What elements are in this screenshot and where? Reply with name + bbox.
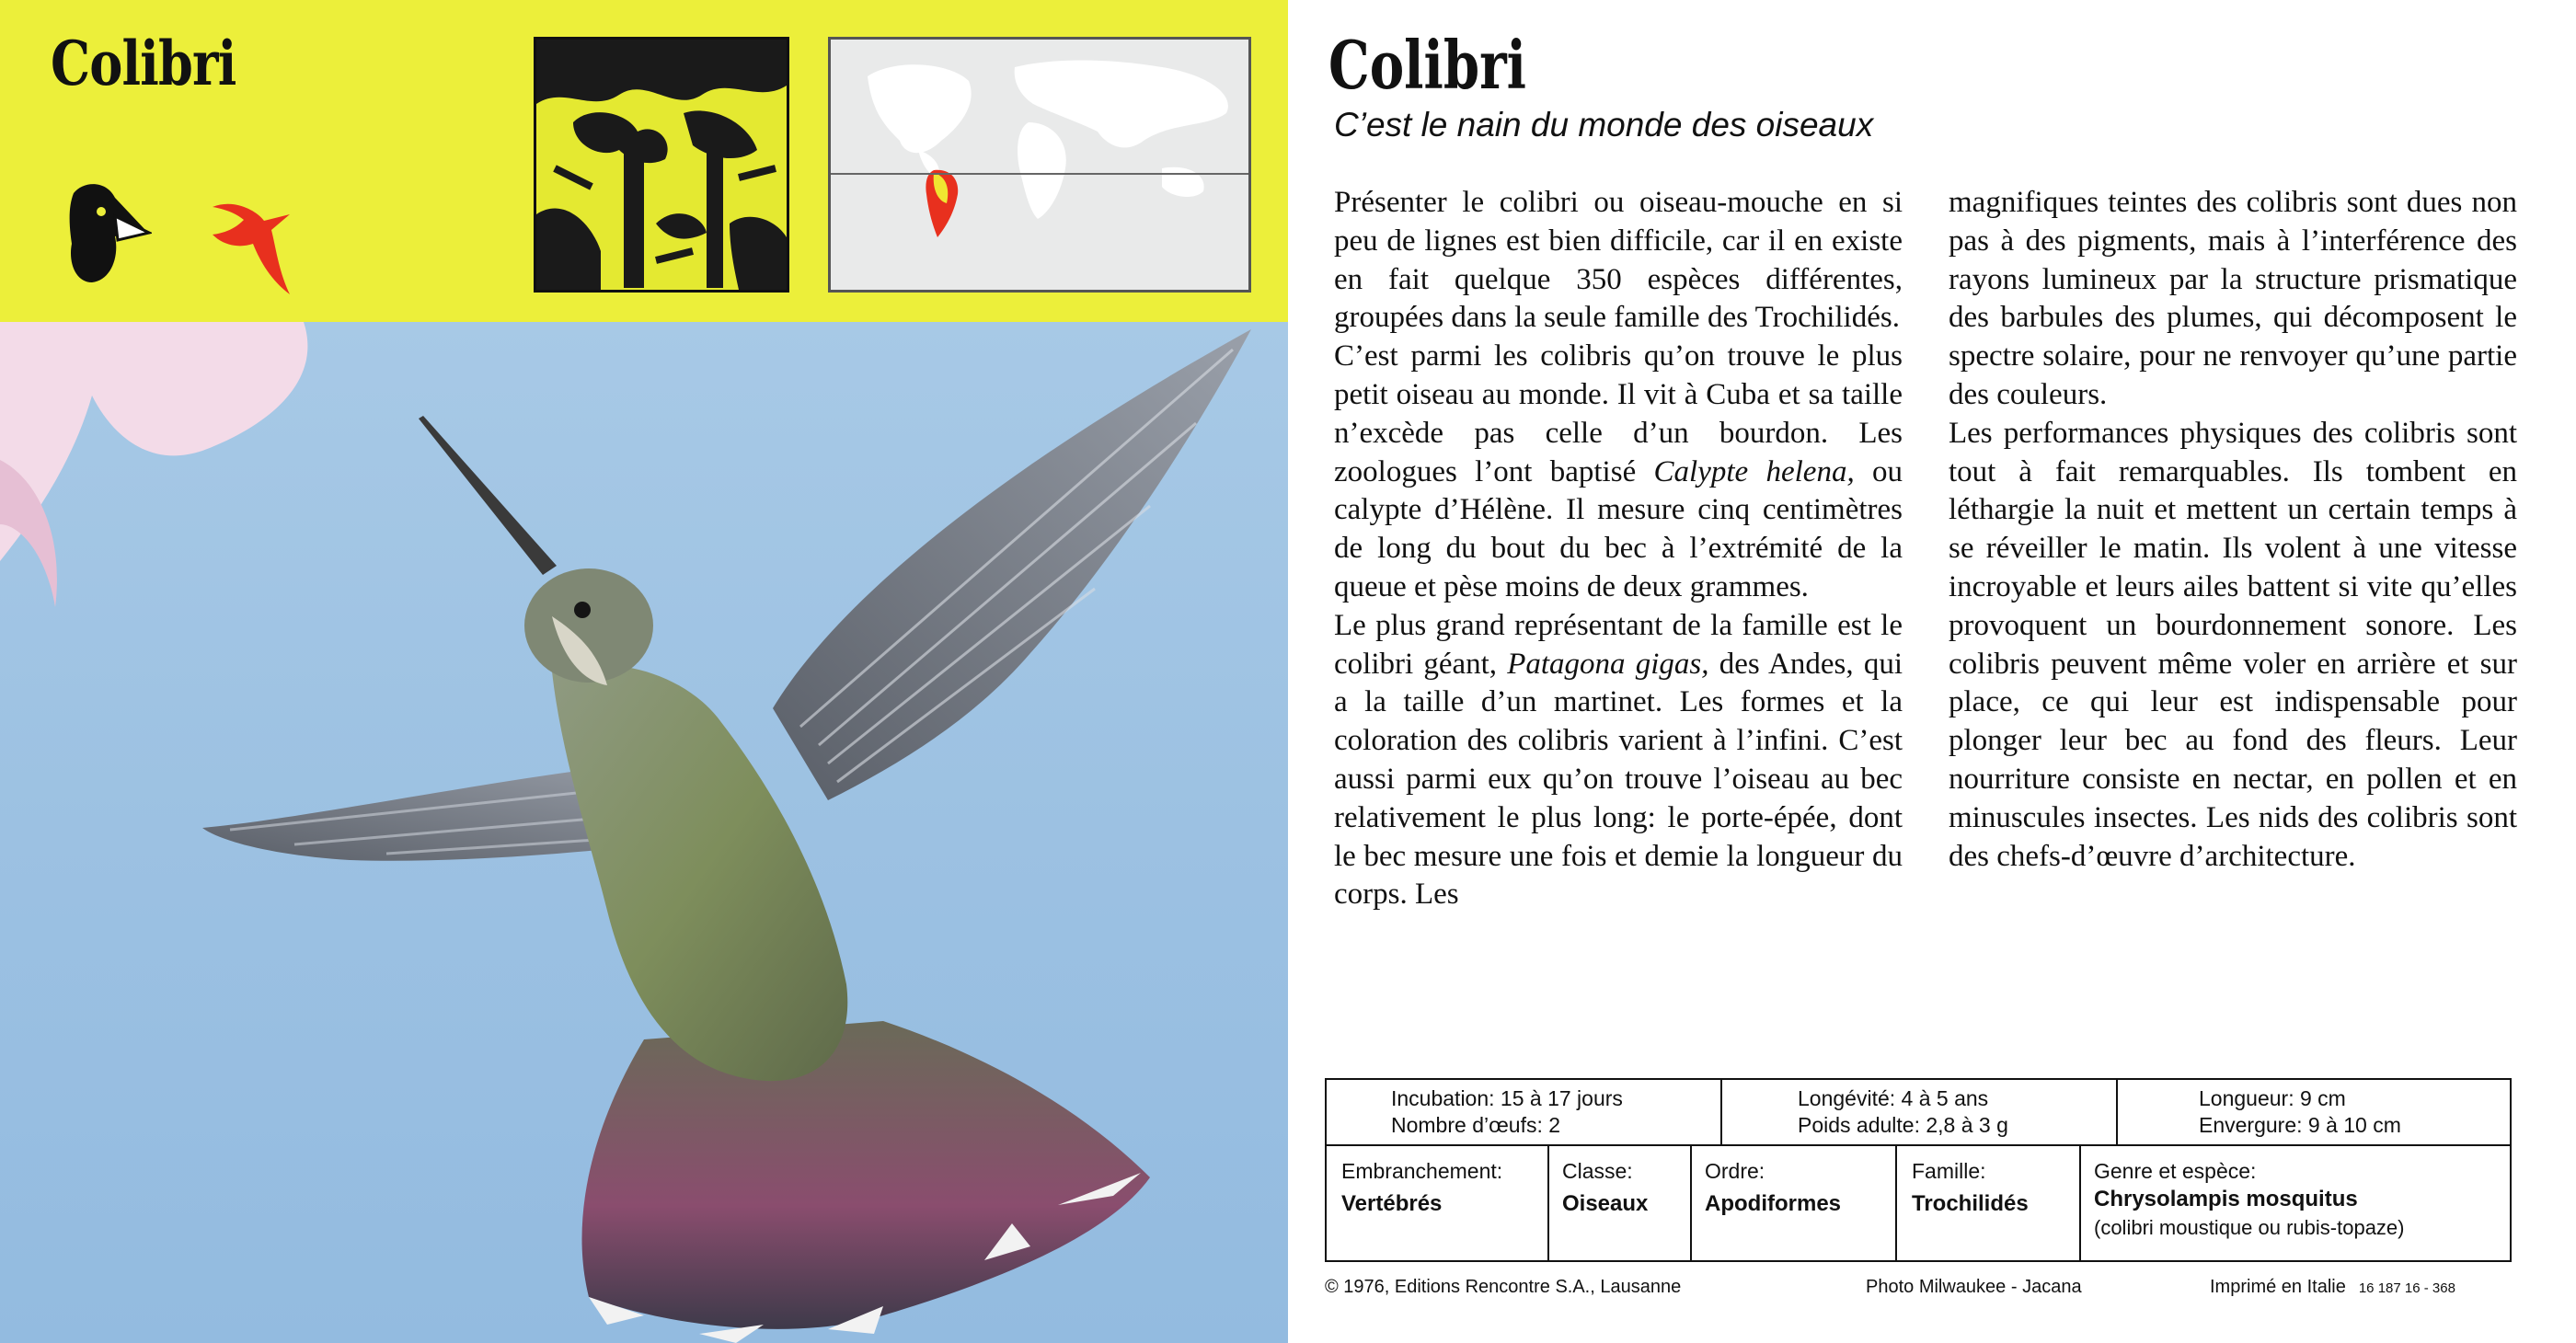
facts-table — [1325, 1078, 2512, 1262]
page-title: Colibri — [1328, 26, 1527, 104]
facts-cell-family — [1897, 1146, 2081, 1260]
class-label: Classe: — [1562, 1159, 1633, 1183]
card-code: 16 187 16 - 368 — [2358, 1280, 2455, 1296]
eye — [574, 602, 591, 618]
facts-cell-order — [1692, 1146, 1897, 1260]
print-info — [2210, 1277, 2455, 1298]
facts-cell-size — [2118, 1080, 2512, 1146]
order-value: Apodiformes — [1705, 1191, 1842, 1216]
hummingbird-illustration — [0, 322, 1288, 1343]
paragraph — [1334, 338, 1903, 607]
facts-cell-reproduction — [1327, 1080, 1722, 1146]
photo-credit: Photo Milwaukee - Jacana — [1866, 1277, 2082, 1297]
tail — [582, 1021, 1151, 1329]
right-wing — [773, 329, 1251, 800]
facts-cell-lifespan — [1722, 1080, 2118, 1146]
paragraph: magnifiques teintes des colibris sont dues non pas à des pigments, mais à l’interférence des rayons lumineux par la structure prismatique des barbules des plumes, qui décomposent le spectre solaire, pour ne renvoyer qu’une partie des couleurs. — [1949, 186, 2517, 411]
wingspan-value: Envergure: 9 à 10 cm — [2199, 1113, 2401, 1137]
printed-in: Imprimé en Italie — [2210, 1277, 2346, 1297]
phylum-value: Vertébrés — [1341, 1191, 1443, 1216]
facts-row-measures — [1327, 1080, 2510, 1146]
species-common-name: (colibri moustique ou rubis-topaze) — [2094, 1216, 2405, 1239]
text-column-1 — [1334, 184, 1903, 914]
species-name: Patagona gigas, — [1507, 647, 1709, 681]
paragraph-text: des Andes, qui a la taille d’un martinet. Les formes et la coloration des colibris varient à l’infini. C’est aussi parmi eux qu’on trouve l’oiseau au bec relativement le plus long: le porte-épée, dont le bec mesure une fois et demie la longueur du corps. Les — [1334, 647, 1903, 912]
facts-cell-phylum — [1327, 1146, 1549, 1260]
world-map-icon — [828, 37, 1251, 293]
phylum-label: Embranchement: — [1341, 1159, 1503, 1183]
eggs-value: Nombre d’œufs: 2 — [1391, 1113, 1561, 1137]
front-title: Colibri — [51, 28, 236, 99]
bird-head-icon — [64, 179, 152, 290]
flying-bird-icon — [207, 179, 294, 299]
longevity-value: Longévité: 4 à 5 ans — [1798, 1086, 1989, 1110]
card-back — [1288, 0, 2576, 1343]
order-label: Ordre: — [1705, 1159, 1765, 1183]
facts-cell-class — [1549, 1146, 1692, 1260]
family-label: Famille: — [1912, 1159, 1986, 1183]
species-name: Calypte helena, — [1653, 454, 1855, 488]
incubation-value: Incubation: 15 à 17 jours — [1391, 1086, 1623, 1110]
paragraph: Les performances physiques des colibris sont tout à fait remarquables. Ils tombent en léthargie la nuit et mettent un certain temps à se réveiller le matin. Ils volent à une vitesse incroyable et leurs ailes battent si vite qu’elles provoquent un bourdonnement sonore. Les colibris peuvent même voler en arrière et sur place, ce qui leur est indispensable pour plonger leur bec au fond des fleurs. Leur nourriture consiste en nectar, en pollen et en minuscules insectes. Les nids des colibris sont des chefs-d’œuvre d’architecture. — [1949, 416, 2517, 873]
forest-habitat-icon — [534, 37, 789, 293]
hummingbird-photo — [0, 322, 1288, 1343]
paragraph-text: ou calypte d’Hélène. Il mesure cinq centimètres de long du bout du bec à l’extrémité de la queue et pèse moins de deux grammes. — [1334, 454, 1903, 603]
paragraph-text: Le plus grand représentant de la famille est le colibri géant, — [1334, 608, 1903, 681]
paragraph: Présenter le colibri ou oiseau-mouche en si peu de lignes est bien difficile, car il en existe en fait quelque 350 espèces différentes, groupées dans la seule famille des Trochilidés. — [1334, 186, 1903, 335]
facts-cell-species — [2081, 1146, 2512, 1260]
paragraph-text: C’est parmi les colibris qu’on trouve le plus petit oiseau au monde. Il vit à Cuba et sa taille n’excède pas celle d’un bourdon. Les zoologues l’ont baptisé — [1334, 339, 1903, 488]
species-value: Chrysolampis mosquitus — [2094, 1187, 2358, 1211]
length-value: Longueur: 9 cm — [2199, 1086, 2346, 1110]
subtitle: C’est le nain du monde des oiseaux — [1334, 106, 1874, 143]
text-column-2 — [1949, 184, 2517, 876]
class-value: Oiseaux — [1562, 1191, 1649, 1216]
copyright-text: © 1976, Editions Rencontre S.A., Lausanne — [1325, 1277, 1682, 1297]
species-label: Genre et espèce: — [2094, 1159, 2257, 1183]
family-value: Trochilidés — [1912, 1191, 2029, 1216]
beak — [419, 416, 557, 575]
weight-value: Poids adulte: 2,8 à 3 g — [1798, 1113, 2008, 1137]
paragraph — [1334, 607, 1903, 914]
